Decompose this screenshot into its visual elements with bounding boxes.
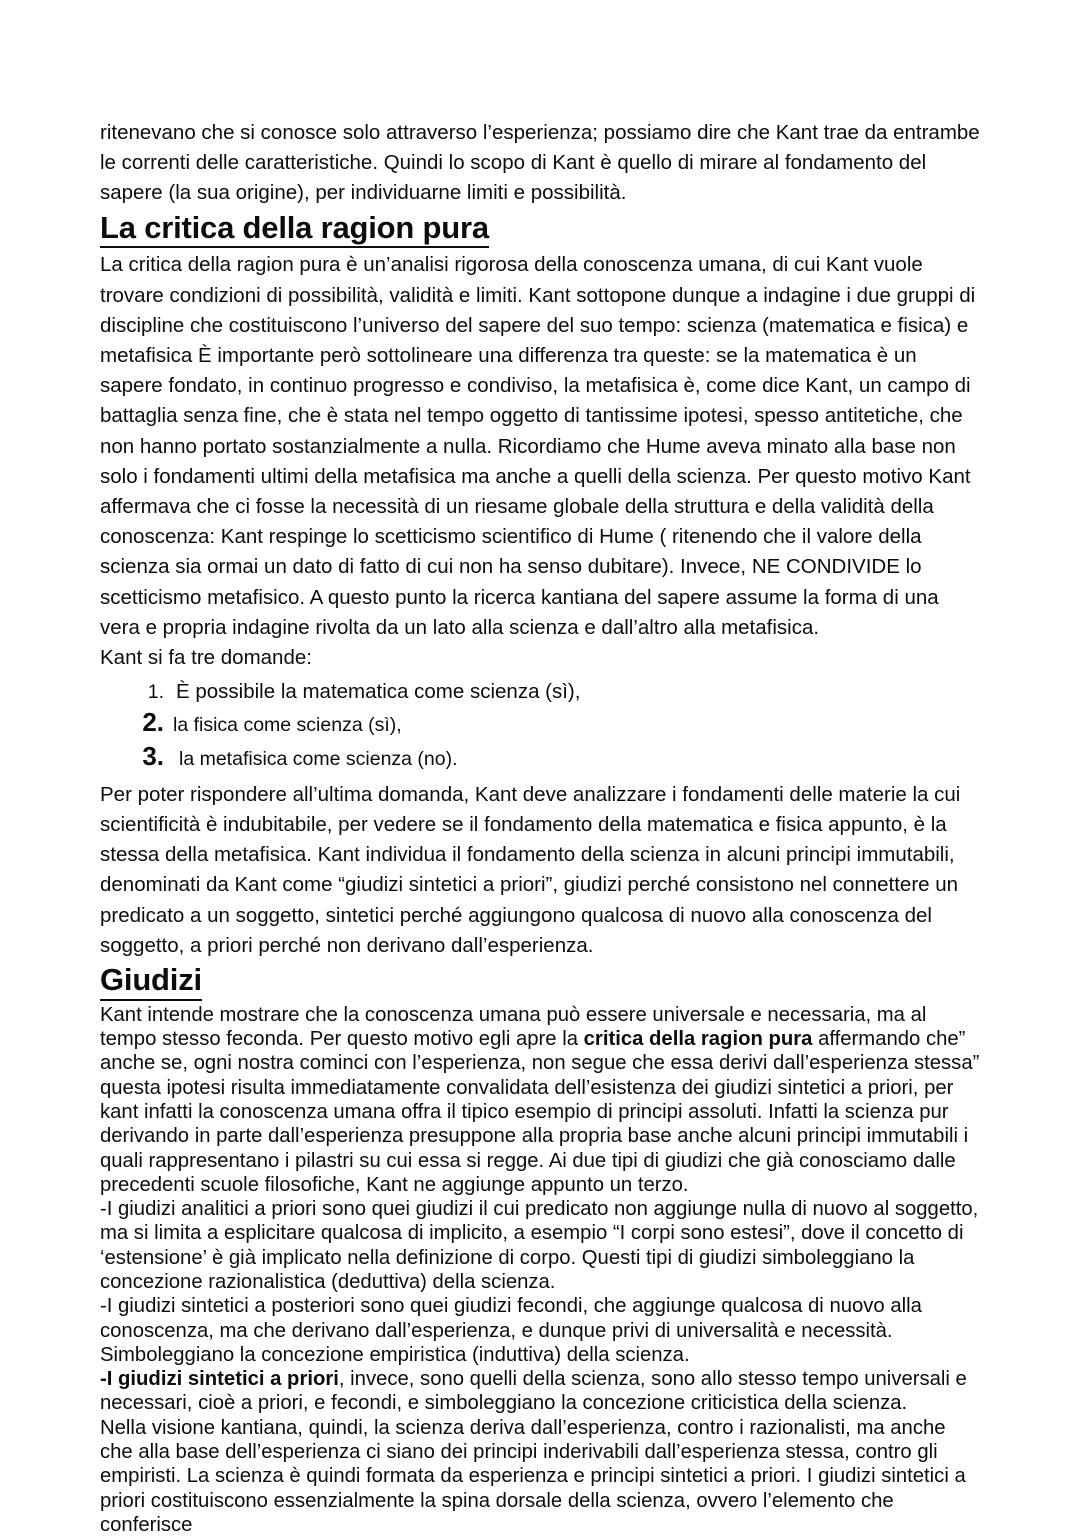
- heading-giudizi: [100, 963, 980, 1001]
- giudizi-conclusione-paragraph: Nella visione kantiana, quindi, la scienza deriva dall’esperienza, contro i razionalisti, ma anche che alla base dell’esperienza ci siano dei principi inderivabili dall’esperienza stessa, contro gli empiristi. La scienza è quindi formata da esperienza e principi sintetici a priori. I giudizi sintetici a priori costituiscono essenzialmente la spina dorsale della scienza, ovvero l’elemento che conferisce: [100, 1416, 966, 1536]
- kant-questions-list: [100, 677, 980, 774]
- list-item: [100, 707, 980, 740]
- critica-paragraph: La critica della ragion pura è un’analisi rigorosa della conoscenza umana, di cui Kant vuole trovare condizioni di possibilità, validità e limiti. Kant sottopone dunque a indagine i due gruppi di discipline che costituiscono l’universo del sapere del suo tempo: scienza (matematica e fisica) e metafisica È importante però sottolineare una differenza tra queste: se la matematica è un sapere fondato, in continuo progresso e condiviso, la metafisica è, come dice Kant, un campo di battaglia senza fine, che è stata nel tempo oggetto di tantissime ipotesi, spesso antitetiche, che non hanno portato sostanzialmente a nulla. Ricordiamo che Hume aveva minato alla base non solo i fondamenti ultimi della metafisica ma anche a quelli della scienza. Per questo motivo Kant affermava che ci fosse la necessità di un riesame globale della struttura e della validità della conoscenza: Kant respinge lo scetticismo scientifico di Hume ( ritenendo che il valore della scienza sia ormai un dato di fatto di cui non ha senso dubitare). Invece, NE CONDIVIDE lo scetticismo metafisico. A questo punto la ricerca kantiana del sapere assume la forma di una vera e propria indagine rivolta da un lato alla scienza e dall’altro alla metafisica.: [100, 253, 976, 639]
- list-item-text: la metafisica come scienza (no).: [179, 747, 458, 770]
- giudizi-block: [100, 1003, 980, 1537]
- giudizi-apriori-rest: , invece, sono quelli della scienza, sono allo stesso tempo universali e necessari, cioè a priori, e fecondi, e simboleggiano la concezione criticistica della scienza.: [100, 1368, 967, 1415]
- questions-intro: Kant si fa tre domande:: [100, 645, 312, 669]
- heading-text: Giudizi: [100, 963, 202, 1001]
- list-item: [100, 677, 980, 707]
- giudizi-intro-part1: Kant intende mostrare che la conoscenza umana può essere universale e necessaria, ma al tempo stesso feconda. Per questo motivo egli apre la: [100, 1003, 927, 1051]
- intro-block: [100, 118, 980, 209]
- heading-text: La critica della ragion pura: [100, 211, 489, 249]
- giudizi-intro-part2: affermando che” anche se, ogni nostra cominci con l’esperienza, non segue che essa derivi dall’esperienza stessa” questa ipotesi risulta immediatamente convalidata dell’esistenza dei giudizi sintetici a priori, per kant infatti la conoscenza umana offra il tipico esempio di principi assoluti. Infatti la scienza pur derivando in parte dall’esperienza presuppone alla propria base anche alcuni principi immutabili i quali rappresentano i pilastri su cui essa si regge. Ai due tipi di giudizi che già conosciamo dalle precedenti scuole filosofiche, Kant ne aggiunge appunto un terzo.: [100, 1028, 980, 1196]
- heading-la-critica-della-ragion-pura: [100, 211, 980, 249]
- giudizi-apriori-bold-phrase: -I giudizi sintetici a priori: [100, 1368, 339, 1391]
- list-marker: 2.: [142, 707, 164, 738]
- document-body: [100, 118, 980, 1537]
- intro-paragraph: ritenevano che si conosce solo attraverso l’esperienza; possiamo dire che Kant trae da entrambe le correnti delle caratteristiche. Quindi lo scopo di Kant è quello di mirare al fondamento del sapere (la sua origine), per individuarne limiti e possibilità.: [100, 121, 980, 205]
- critica-closing-paragraph: Per poter rispondere all’ultima domanda, Kant deve analizzare i fondamenti delle materie la cui scientificità è indubitabile, per vedere se il fondamento della matematica e fisica appunto, è la stessa della metafisica. Kant individua il fondamento della scienza in alcuni principi immutabili, denominati da Kant come “giudizi sintetici a priori”, giudizi perché consistono nel connettere un predicato a un soggetto, sintetici perché aggiungono qualcosa di nuovo alla conoscenza del soggetto, a priori perché non derivano dall’esperienza.: [100, 782, 961, 957]
- critica-block: [100, 250, 980, 673]
- list-marker: 3.: [142, 740, 164, 771]
- critica-closing-block: [100, 780, 980, 961]
- giudizi-sintetici-posteriori-paragraph: -I giudizi sintetici a posteriori sono quei giudizi fecondi, che aggiunge qualcosa di nuovo alla conoscenza, ma che derivano dall’esperienza, e dunque privi di universalità e necessità. Simboleggiano la concezione empiristica (induttiva) della scienza.: [100, 1295, 922, 1366]
- giudizi-analitici-paragraph: -I giudizi analitici a priori sono quei giudizi il cui predicato non aggiunge nulla di nuovo al soggetto, ma si limita a esplicitare qualcosa di implicito, a esempio “I corpi sono estesi”, dove il concetto di ‘estensione’ è già implicato nella definizione di corpo. Questi tipi di giudizi simboleggiano la concezione razionalistica (deduttiva) della scienza.: [100, 1198, 979, 1293]
- giudizi-intro-bold-phrase: critica della ragion pura: [583, 1028, 813, 1051]
- giudizi-sintetici-apriori-paragraph: [100, 1367, 980, 1416]
- list-item: [100, 741, 980, 774]
- list-marker: 1.: [147, 681, 164, 704]
- list-item-text: È possibile la matematica come scienza (sì),: [176, 680, 581, 704]
- list-item-text: la fisica come scienza (sì),: [173, 714, 402, 737]
- giudizi-intro-paragraph: [100, 1003, 980, 1197]
